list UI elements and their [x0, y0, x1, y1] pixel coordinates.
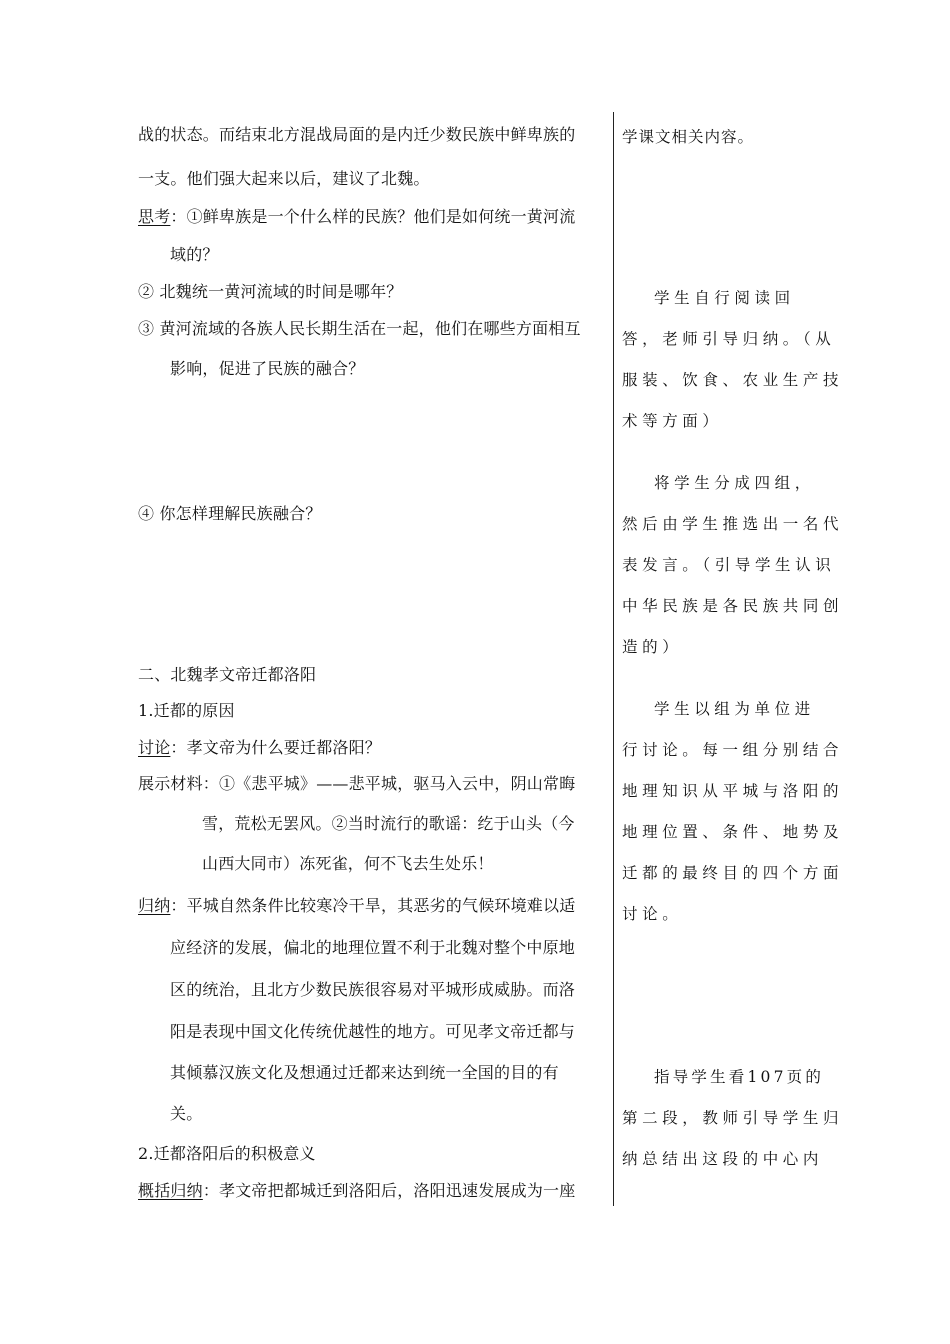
subsection-title: 1.迁都的原因	[138, 701, 235, 720]
think-question-text: ①鲜卑族是一个什么样的民族？他们是如何统一黄河流	[186, 207, 576, 226]
note-line: 术等方面）	[622, 412, 723, 430]
note-line: 学生以组为单位进	[654, 700, 815, 718]
note-line: 行讨论。每一组分别结合	[622, 741, 844, 759]
note-line: 然后由学生推选出一名代	[622, 515, 844, 533]
note-line: 迁都的最终目的四个方面	[622, 864, 844, 882]
column-divider	[613, 112, 614, 1206]
note-line: 地理位置、条件、地势及	[622, 823, 844, 841]
note-line: 第二段，教师引导学生归	[622, 1109, 844, 1127]
material-line: 展示材料：①《悲平城》——悲平城，驱马入云中，阴山常晦	[138, 774, 576, 793]
material-line: 山西大同市）冻死雀，何不飞去生处乐！	[202, 854, 494, 873]
summary-line: 区的统治，且北方少数民族很容易对平城形成威胁。而洛	[170, 980, 576, 999]
summary-label: 归纳	[138, 896, 171, 915]
subsection-title: 2.迁都洛阳后的积极意义	[138, 1144, 316, 1163]
note-line: 中华民族是各民族共同创	[622, 597, 844, 615]
text-line: 影响，促进了民族的融合？	[170, 359, 365, 378]
summary-line: 关。	[170, 1104, 203, 1123]
think-label: 思考	[138, 207, 171, 226]
question-2: ② 北魏统一黄河流域的时间是哪年？	[138, 282, 403, 301]
generalize-text: ：孝文帝把都城迁到洛阳后，洛阳迅速发展成为一座	[202, 1181, 576, 1200]
note-line: 造的）	[622, 638, 683, 656]
summary-text: ：平城自然条件比较寒冷干旱，其恶劣的气候环境难以适	[170, 896, 576, 915]
summary-line: 阳是表现中国文化传统优越性的地方。可见孝文帝迁都与	[170, 1022, 576, 1041]
generalize-label: 概括归纳	[138, 1181, 203, 1200]
summary-line: 应经济的发展，偏北的地理位置不利于北魏对整个中原地	[170, 938, 576, 957]
question-3: ③ 黄河流域的各族人民长期生活在一起，他们在哪些方面相互	[138, 319, 581, 338]
material-line: 雪，荒松无罢风。②当时流行的歌谣：纥于山头（今	[202, 814, 575, 833]
text-line: 域的？	[170, 245, 219, 264]
text-line: 战的状态。而结束北方混战局面的是内迁少数民族中鲜卑族的	[138, 125, 576, 144]
note-line: 指导学生看107页的	[654, 1068, 825, 1086]
summary-line: 其倾慕汉族文化及想通过迁都来达到统一全国的目的有	[170, 1063, 559, 1082]
summary-line	[138, 895, 575, 917]
note-line: 将学生分成四组，	[654, 474, 815, 492]
discuss-label: 讨论	[138, 738, 171, 757]
discussion-line	[138, 737, 381, 759]
note-line: 纳总结出这段的中心内	[622, 1150, 824, 1168]
think-colon: ：	[170, 207, 187, 226]
discuss-text: ：孝文帝为什么要迁都洛阳？	[170, 738, 382, 757]
text-line: 一支。他们强大起来以后，建议了北魏。	[138, 169, 430, 188]
section-title: 二、北魏孝文帝迁都洛阳	[138, 665, 317, 684]
note-line: 学生自行阅读回	[654, 289, 795, 307]
think-question-1	[138, 206, 575, 228]
note-line: 讨论。	[622, 905, 683, 923]
question-4: ④ 你怎样理解民族融合？	[138, 504, 322, 523]
note-line: 表发言。（引导学生认识	[622, 556, 836, 574]
generalize-line	[138, 1180, 575, 1202]
note-line: 学课文相关内容。	[622, 128, 755, 146]
note-line: 答，老师引导归纳。（从	[622, 330, 836, 348]
teaching-notes-column	[622, 0, 844, 1344]
note-line: 地理知识从平城与洛阳的	[622, 782, 844, 800]
note-line: 服装、饮食、农业生产技	[622, 371, 844, 389]
lesson-content-column	[138, 0, 608, 1344]
